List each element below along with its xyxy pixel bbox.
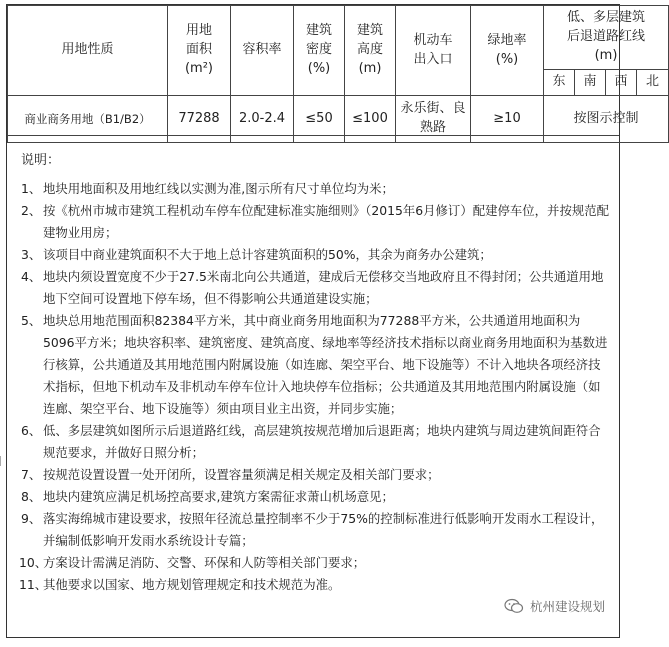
watermark	[504, 597, 605, 615]
notes-section	[7, 135, 619, 637]
cell-vehicle-access: 永乐街、良熟路	[396, 96, 471, 143]
planning-conditions-sheet	[6, 4, 660, 638]
header-east: 东	[544, 70, 575, 96]
note-item: 7、 按规范设置设置一处开闭所，设置容量须满足相关规定及相关部门要求；	[21, 467, 440, 482]
note-item: 2、 按《杭州市城市建筑工程机动车停车位配建标准实施细则》（2015年6月修订）配建停车位，并按规范配建物业用房；	[21, 203, 610, 240]
note-item: 3、 该项目中商业建筑面积不大于地上总计容建筑面积的50%，其余为商务办公建筑；	[21, 247, 492, 262]
cell-area: 77288	[168, 96, 231, 143]
notes-title: 说明：	[21, 153, 61, 168]
header-north: 北	[637, 70, 669, 96]
cell-green-ratio: ≥10	[471, 96, 544, 143]
note-item: 5、 地块总用地范围面积82384平方米，其中商业商务用地面积为77288平方米，公共通道用地面积为5096平方米；地块容积率、建筑密度、建筑高度、绿地率等经济技术指标以商业商务用地面积为基数进行核算，公共通道及其用地范围内附属设施（如连廊、架空平台、地下设施等）不计入地块各项经济技术指标，但地下机动车及非机动车停车位计入地块停车位指标；公共通道及其用地范围内附属设施（如连廊、架空平台、地下设施等）须由项目业主出资，并同步实施；	[21, 313, 608, 416]
note-item: 4、 地块内须设置宽度不少于27.5米南北向公共通道，建成后无偿移交当地政府且不得封闭；公共通道用地地下空间可设置地下停车场，但不得影响公共通道建设实施；	[21, 269, 604, 306]
cell-density: ≤50	[294, 96, 345, 143]
header-green-ratio: 绿地率 (%)	[471, 6, 544, 96]
wechat-icon	[504, 598, 524, 614]
cell-height: ≤100	[345, 96, 396, 143]
header-height: 建筑 高度 (m)	[345, 6, 396, 96]
note-item: 8、 地块内建筑应满足机场控高要求,建筑方案需征求萧山机场意见；	[21, 489, 394, 504]
header-density: 建筑 密度 (%)	[294, 6, 345, 96]
cell-far: 2.0-2.4	[231, 96, 294, 143]
header-setback: 低、多层建筑 后退道路红线 (m)	[544, 6, 669, 70]
note-item: 9、 落实海绵城市建设要求，按照年径流总量控制率不少于75%的控制标准进行低影响开发雨水工程设计，并编制低影响开发雨水系统设计专篇；	[21, 511, 604, 548]
header-south: 南	[575, 70, 606, 96]
note-item: 10、 方案设计需满足消防、交警、环保和人防等相关部门要求；	[19, 555, 366, 570]
header-far: 容积率	[231, 6, 294, 96]
note-item: 1、 地块用地面积及用地红线以实测为准,图示所有尺寸单位均为米；	[21, 181, 394, 196]
header-vehicle-access: 机动车 出入口	[396, 6, 471, 96]
note-item: 6、 低、多层建筑如图所示后退道路红线，高层建筑按规范增加后退距离；地块内建筑与周边建筑间距符合规范要求，并做好日照分析；	[21, 423, 601, 460]
planning-indicator-table	[7, 5, 669, 143]
note-item: 11、 其他要求以国家、地方规划管理规定和技术规范为准。	[19, 577, 341, 592]
watermark-text: 杭州建设规划	[529, 599, 605, 614]
cell-setback: 按图示控制	[544, 96, 669, 143]
header-west: 西	[606, 70, 637, 96]
header-area: 用地 面积 (m²)	[168, 6, 231, 96]
cell-land-use: 商业商务用地（B1/B2）	[8, 96, 168, 143]
page-margin-mark	[0, 456, 4, 466]
header-land-use: 用地性质	[8, 6, 168, 96]
